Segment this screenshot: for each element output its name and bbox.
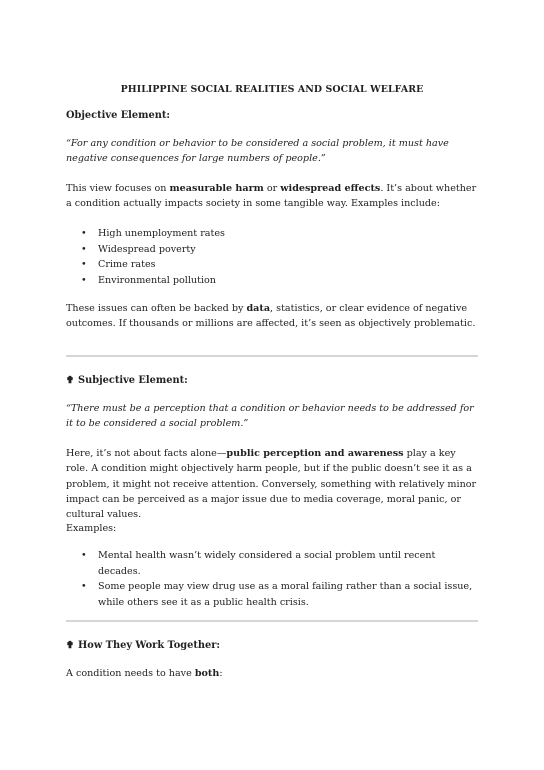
cross-icon: ✟ <box>66 375 75 386</box>
together-paragraph-1: A condition needs to have both: <box>66 668 223 679</box>
subjective-quote: “There must be a perception that a condition or behavior needs to be addressed for it to be considered a social problem.” <box>66 403 474 430</box>
list-item: • Widespread poverty <box>98 242 480 258</box>
cross-icon: ✟ <box>66 640 75 651</box>
objective-quote: “For any condition or behavior to be considered a social problem, it must have negative consequences for large numbers of people.” <box>66 138 449 165</box>
subjective-heading: ✟ Subjective Element: <box>66 373 480 389</box>
list-item: • Crime rates <box>98 257 480 273</box>
list-item: • Some people may view drug use as a moral failing rather than a social issue, while others see it as a public health crisis. <box>98 579 480 610</box>
section-divider <box>66 355 478 357</box>
document-title: PHILIPPINE SOCIAL REALITIES AND SOCIAL WELFARE <box>120 84 424 95</box>
objective-paragraph-1: This view focuses on measurable harm or widespread effects. It’s about whether a condition actually impacts society in some tangible way. Examples include: <box>66 183 477 210</box>
list-item: • High unemployment rates <box>98 226 480 242</box>
list-item: • Mental health wasn’t widely considered a social problem until recent decades. <box>98 548 480 579</box>
section-divider <box>66 620 478 622</box>
subjective-examples-list <box>66 548 480 610</box>
subjective-examples-label: Examples: <box>66 523 117 534</box>
subjective-paragraph-1: Here, it’s not about facts alone—public perception and awareness play a key role. A condition might objectively harm people, but if the public doesn’t see it as a problem, it might not receive attention. Conversely, something with relatively minor impact can be perceived as a major issue due to media coverage, moral panic, or cultural values. <box>66 448 477 521</box>
objective-heading: Objective Element: <box>66 110 170 121</box>
together-heading: ✟ How They Work Together: <box>66 638 480 654</box>
objective-examples-list <box>66 226 480 288</box>
list-item: • Environmental pollution <box>98 273 480 289</box>
objective-paragraph-2: These issues can often be backed by data, statistics, or clear evidence of negative outcomes. If thousands or millions are affected, it’s seen as objectively problematic. <box>66 303 476 330</box>
